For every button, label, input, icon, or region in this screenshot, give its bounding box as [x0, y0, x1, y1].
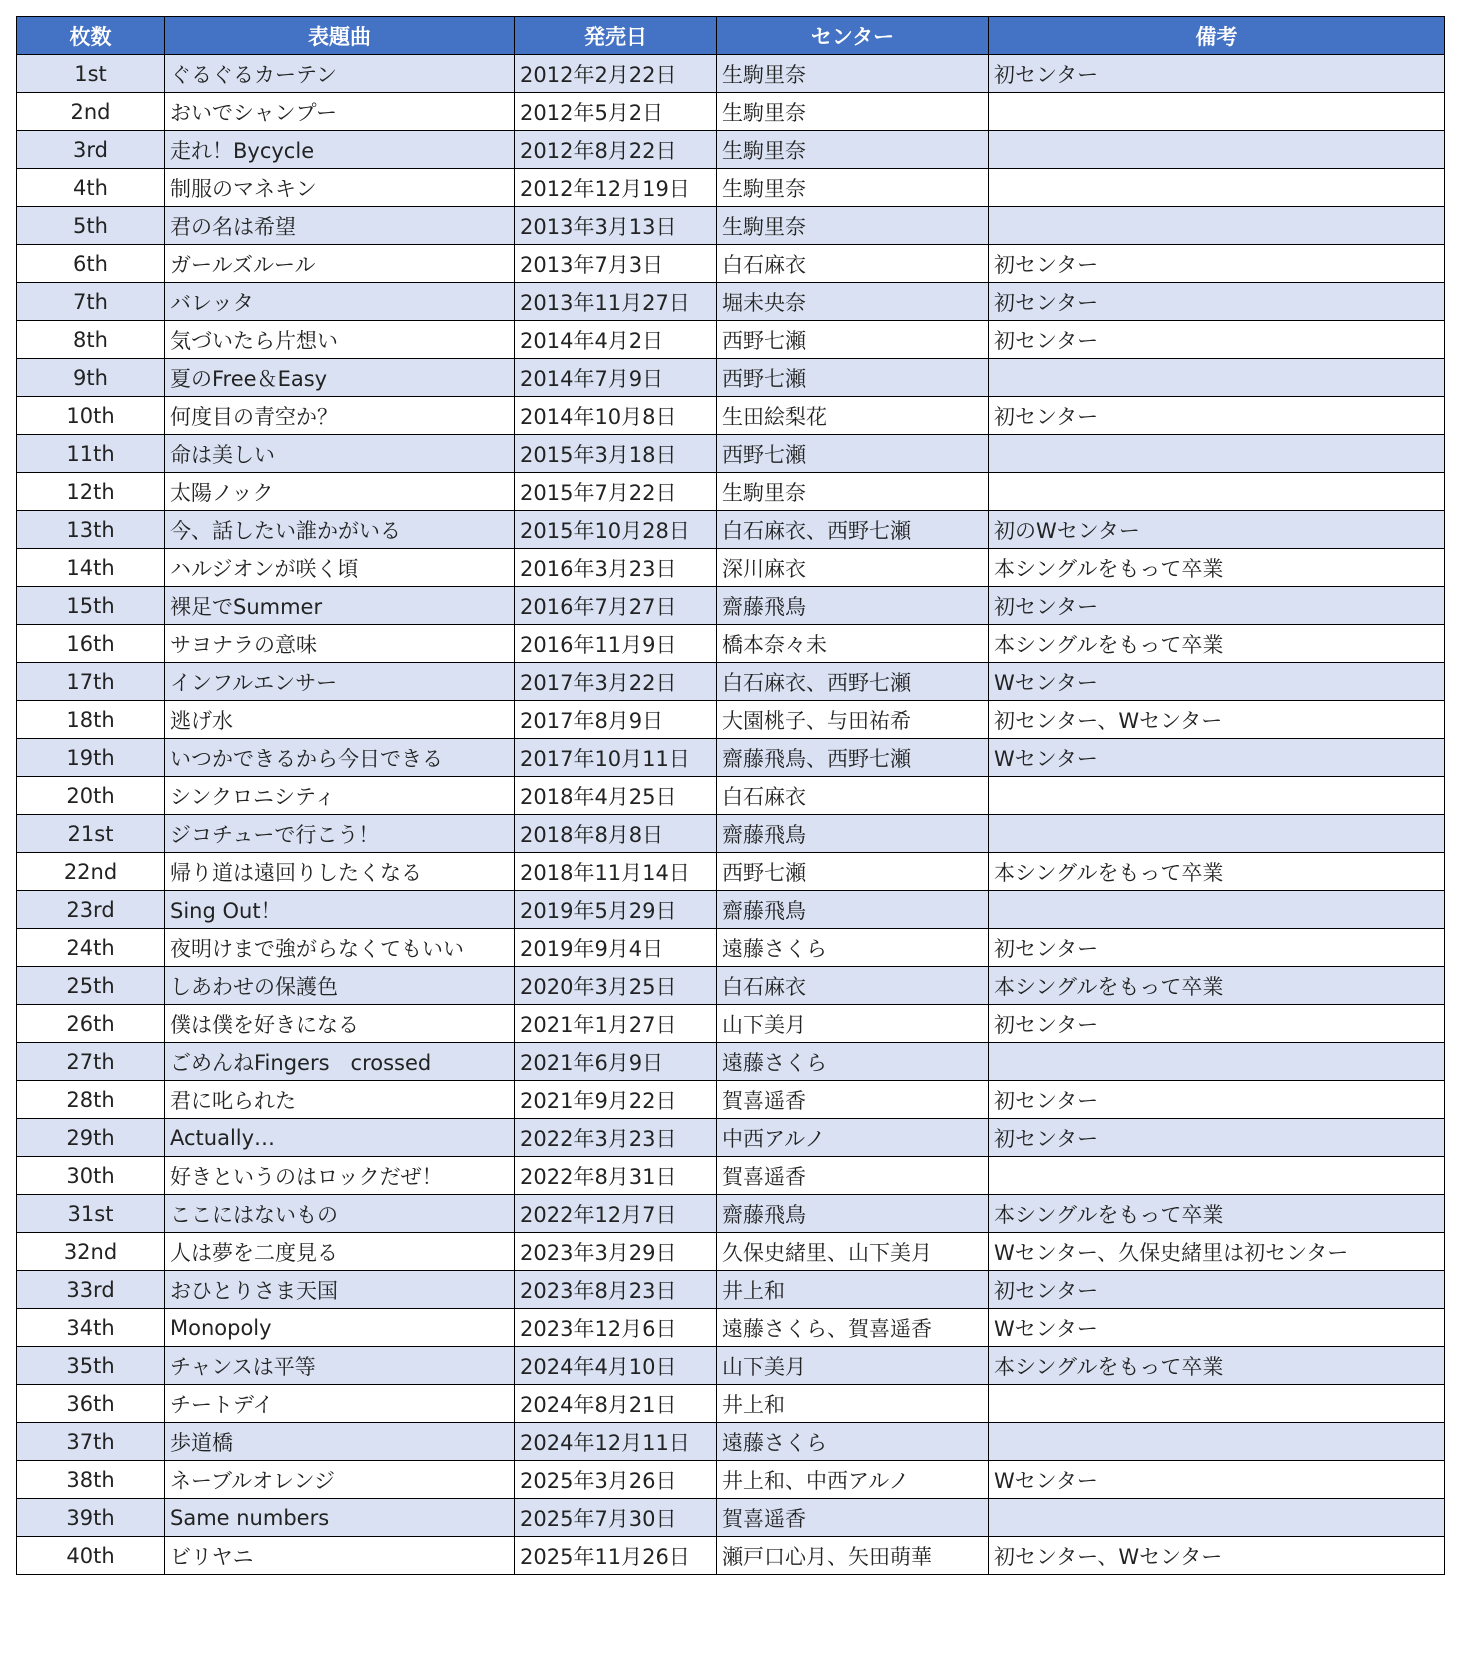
cell-release-date: 2023年12月6日 [515, 1309, 717, 1347]
cell-notes: 初センター [989, 1081, 1445, 1119]
cell-title: ごめんねFingers crossed [165, 1043, 515, 1081]
header-notes: 備考 [989, 17, 1445, 55]
cell-title: ここにはないもの [165, 1195, 515, 1233]
cell-title: 気づいたら片想い [165, 321, 515, 359]
cell-release-date: 2025年3月26日 [515, 1461, 717, 1499]
cell-title: インフルエンサー [165, 663, 515, 701]
cell-number: 33rd [17, 1271, 165, 1309]
cell-title: ネーブルオレンジ [165, 1461, 515, 1499]
cell-center: 齋藤飛鳥 [717, 1195, 989, 1233]
cell-number: 25th [17, 967, 165, 1005]
cell-number: 36th [17, 1385, 165, 1423]
table-row [17, 967, 1445, 1005]
cell-center: 西野七瀬 [717, 853, 989, 891]
cell-notes [989, 131, 1445, 169]
cell-center: 井上和 [717, 1271, 989, 1309]
table-row [17, 55, 1445, 93]
table-row [17, 549, 1445, 587]
cell-number: 21st [17, 815, 165, 853]
cell-title: 歩道橋 [165, 1423, 515, 1461]
table-row [17, 359, 1445, 397]
table-row [17, 1157, 1445, 1195]
cell-number: 32nd [17, 1233, 165, 1271]
table-row [17, 1347, 1445, 1385]
cell-notes: 初センター、Wセンター [989, 1537, 1445, 1575]
cell-number: 26th [17, 1005, 165, 1043]
table-row [17, 1005, 1445, 1043]
table-row [17, 321, 1445, 359]
cell-release-date: 2022年12月7日 [515, 1195, 717, 1233]
cell-title: 逃げ水 [165, 701, 515, 739]
cell-center: 橋本奈々未 [717, 625, 989, 663]
cell-notes [989, 1157, 1445, 1195]
cell-release-date: 2024年12月11日 [515, 1423, 717, 1461]
cell-notes: 本シングルをもって卒業 [989, 1195, 1445, 1233]
cell-title: ビリヤニ [165, 1537, 515, 1575]
cell-notes [989, 1385, 1445, 1423]
cell-release-date: 2016年7月27日 [515, 587, 717, 625]
cell-notes: 初センター、Wセンター [989, 701, 1445, 739]
cell-notes: Wセンター [989, 1309, 1445, 1347]
table-row [17, 435, 1445, 473]
header-center: センター [717, 17, 989, 55]
cell-number: 30th [17, 1157, 165, 1195]
cell-release-date: 2012年12月19日 [515, 169, 717, 207]
cell-number: 18th [17, 701, 165, 739]
table-row [17, 663, 1445, 701]
cell-release-date: 2021年1月27日 [515, 1005, 717, 1043]
header-release-date: 発売日 [515, 17, 717, 55]
cell-title: シンクロニシティ [165, 777, 515, 815]
cell-number: 37th [17, 1423, 165, 1461]
cell-number: 22nd [17, 853, 165, 891]
cell-title: ハルジオンが咲く頃 [165, 549, 515, 587]
cell-release-date: 2018年11月14日 [515, 853, 717, 891]
cell-release-date: 2017年8月9日 [515, 701, 717, 739]
cell-center: 生駒里奈 [717, 473, 989, 511]
cell-center: 齋藤飛鳥 [717, 815, 989, 853]
cell-release-date: 2015年3月18日 [515, 435, 717, 473]
table-row [17, 739, 1445, 777]
cell-number: 3rd [17, 131, 165, 169]
cell-notes: Wセンター [989, 663, 1445, 701]
cell-center: 久保史緒里、山下美月 [717, 1233, 989, 1271]
cell-notes [989, 777, 1445, 815]
cell-release-date: 2016年3月23日 [515, 549, 717, 587]
cell-number: 13th [17, 511, 165, 549]
cell-title: 制服のマネキン [165, 169, 515, 207]
cell-release-date: 2023年8月23日 [515, 1271, 717, 1309]
cell-title: ジコチューで行こう！ [165, 815, 515, 853]
cell-release-date: 2013年3月13日 [515, 207, 717, 245]
cell-number: 10th [17, 397, 165, 435]
cell-number: 7th [17, 283, 165, 321]
cell-number: 23rd [17, 891, 165, 929]
cell-title: 君に叱られた [165, 1081, 515, 1119]
cell-number: 6th [17, 245, 165, 283]
cell-title: Actually… [165, 1119, 515, 1157]
cell-number: 15th [17, 587, 165, 625]
cell-notes: 本シングルをもって卒業 [989, 967, 1445, 1005]
cell-release-date: 2022年3月23日 [515, 1119, 717, 1157]
cell-title: 君の名は希望 [165, 207, 515, 245]
cell-title: 夜明けまで強がらなくてもいい [165, 929, 515, 967]
cell-number: 16th [17, 625, 165, 663]
cell-number: 14th [17, 549, 165, 587]
cell-title: 走れ！Bycycle [165, 131, 515, 169]
cell-center: 西野七瀬 [717, 435, 989, 473]
cell-notes [989, 1423, 1445, 1461]
table-row [17, 397, 1445, 435]
cell-notes [989, 435, 1445, 473]
cell-title: 僕は僕を好きになる [165, 1005, 515, 1043]
cell-number: 39th [17, 1499, 165, 1537]
cell-notes: 初センター [989, 587, 1445, 625]
cell-notes [989, 1043, 1445, 1081]
cell-center: 生駒里奈 [717, 207, 989, 245]
singles-table [16, 16, 1445, 1575]
cell-title: 何度目の青空か？ [165, 397, 515, 435]
header-title: 表題曲 [165, 17, 515, 55]
cell-notes: Wセンター、久保史緒里は初センター [989, 1233, 1445, 1271]
table-row [17, 245, 1445, 283]
cell-release-date: 2021年6月9日 [515, 1043, 717, 1081]
cell-title: おいでシャンプー [165, 93, 515, 131]
cell-notes: 初センター [989, 283, 1445, 321]
cell-notes: 初センター [989, 321, 1445, 359]
cell-notes: 初センター [989, 397, 1445, 435]
cell-number: 40th [17, 1537, 165, 1575]
cell-center: 生駒里奈 [717, 131, 989, 169]
cell-number: 2nd [17, 93, 165, 131]
cell-center: 西野七瀬 [717, 359, 989, 397]
cell-title: チートデイ [165, 1385, 515, 1423]
cell-number: 11th [17, 435, 165, 473]
table-row [17, 853, 1445, 891]
table-row [17, 1081, 1445, 1119]
table-row [17, 1385, 1445, 1423]
cell-center: 遠藤さくら [717, 1043, 989, 1081]
cell-number: 9th [17, 359, 165, 397]
cell-release-date: 2025年7月30日 [515, 1499, 717, 1537]
cell-release-date: 2014年7月9日 [515, 359, 717, 397]
cell-release-date: 2015年7月22日 [515, 473, 717, 511]
cell-number: 31st [17, 1195, 165, 1233]
cell-title: ガールズルール [165, 245, 515, 283]
cell-center: 中西アルノ [717, 1119, 989, 1157]
cell-center: 瀬戸口心月、矢田萌華 [717, 1537, 989, 1575]
cell-center: 生駒里奈 [717, 93, 989, 131]
cell-notes: 初センター [989, 1119, 1445, 1157]
cell-title: ぐるぐるカーテン [165, 55, 515, 93]
cell-center: 齋藤飛鳥 [717, 587, 989, 625]
table-row [17, 131, 1445, 169]
cell-notes [989, 473, 1445, 511]
cell-title: 今、話したい誰かがいる [165, 511, 515, 549]
cell-notes [989, 93, 1445, 131]
cell-release-date: 2020年3月25日 [515, 967, 717, 1005]
cell-number: 8th [17, 321, 165, 359]
singles-table-container [16, 16, 1444, 1575]
cell-center: 堀未央奈 [717, 283, 989, 321]
table-body [17, 55, 1445, 1575]
cell-notes: 初センター [989, 1005, 1445, 1043]
table-row [17, 1499, 1445, 1537]
cell-number: 34th [17, 1309, 165, 1347]
cell-center: 白石麻衣 [717, 245, 989, 283]
table-row [17, 1271, 1445, 1309]
table-row [17, 1233, 1445, 1271]
cell-number: 24th [17, 929, 165, 967]
cell-title: Same numbers [165, 1499, 515, 1537]
cell-center: 白石麻衣、西野七瀬 [717, 663, 989, 701]
table-row [17, 511, 1445, 549]
cell-title: 夏のFree＆Easy [165, 359, 515, 397]
cell-center: 山下美月 [717, 1347, 989, 1385]
cell-center: 生駒里奈 [717, 169, 989, 207]
cell-title: 好きというのはロックだぜ！ [165, 1157, 515, 1195]
cell-center: 西野七瀬 [717, 321, 989, 359]
table-row [17, 1461, 1445, 1499]
cell-notes: Wセンター [989, 1461, 1445, 1499]
cell-release-date: 2017年3月22日 [515, 663, 717, 701]
cell-center: 白石麻衣 [717, 967, 989, 1005]
cell-notes: 初センター [989, 1271, 1445, 1309]
table-row [17, 701, 1445, 739]
cell-release-date: 2016年11月9日 [515, 625, 717, 663]
cell-center: 深川麻衣 [717, 549, 989, 587]
cell-title: Sing Out！ [165, 891, 515, 929]
cell-title: 人は夢を二度見る [165, 1233, 515, 1271]
cell-title: バレッタ [165, 283, 515, 321]
header-number: 枚数 [17, 17, 165, 55]
table-row [17, 283, 1445, 321]
cell-center: 山下美月 [717, 1005, 989, 1043]
cell-notes: Wセンター [989, 739, 1445, 777]
cell-number: 17th [17, 663, 165, 701]
table-row [17, 587, 1445, 625]
table-row [17, 1423, 1445, 1461]
cell-release-date: 2024年8月21日 [515, 1385, 717, 1423]
table-row [17, 473, 1445, 511]
cell-number: 38th [17, 1461, 165, 1499]
cell-notes [989, 815, 1445, 853]
cell-center: 遠藤さくら [717, 1423, 989, 1461]
cell-release-date: 2019年9月4日 [515, 929, 717, 967]
cell-release-date: 2012年8月22日 [515, 131, 717, 169]
cell-title: 帰り道は遠回りしたくなる [165, 853, 515, 891]
cell-notes: 本シングルをもって卒業 [989, 549, 1445, 587]
cell-notes: 初のWセンター [989, 511, 1445, 549]
cell-center: 賀喜遥香 [717, 1499, 989, 1537]
cell-center: 白石麻衣、西野七瀬 [717, 511, 989, 549]
cell-notes [989, 891, 1445, 929]
cell-center: 賀喜遥香 [717, 1157, 989, 1195]
cell-center: 井上和、中西アルノ [717, 1461, 989, 1499]
cell-notes [989, 1499, 1445, 1537]
cell-title: 命は美しい [165, 435, 515, 473]
cell-release-date: 2022年8月31日 [515, 1157, 717, 1195]
cell-release-date: 2017年10月11日 [515, 739, 717, 777]
cell-center: 齋藤飛鳥、西野七瀬 [717, 739, 989, 777]
table-row [17, 891, 1445, 929]
cell-notes: 初センター [989, 929, 1445, 967]
cell-title: Monopoly [165, 1309, 515, 1347]
table-row [17, 815, 1445, 853]
cell-title: サヨナラの意味 [165, 625, 515, 663]
table-row [17, 625, 1445, 663]
cell-number: 5th [17, 207, 165, 245]
table-row [17, 1195, 1445, 1233]
cell-notes [989, 207, 1445, 245]
cell-release-date: 2015年10月28日 [515, 511, 717, 549]
cell-center: 齋藤飛鳥 [717, 891, 989, 929]
cell-center: 生田絵梨花 [717, 397, 989, 435]
cell-title: しあわせの保護色 [165, 967, 515, 1005]
cell-center: 遠藤さくら、賀喜遥香 [717, 1309, 989, 1347]
cell-center: 白石麻衣 [717, 777, 989, 815]
cell-notes [989, 169, 1445, 207]
cell-center: 生駒里奈 [717, 55, 989, 93]
cell-number: 28th [17, 1081, 165, 1119]
cell-title: チャンスは平等 [165, 1347, 515, 1385]
cell-release-date: 2013年7月3日 [515, 245, 717, 283]
cell-title: いつかできるから今日できる [165, 739, 515, 777]
cell-notes: 初センター [989, 55, 1445, 93]
cell-number: 12th [17, 473, 165, 511]
cell-notes: 本シングルをもって卒業 [989, 1347, 1445, 1385]
cell-release-date: 2014年10月8日 [515, 397, 717, 435]
cell-number: 4th [17, 169, 165, 207]
cell-title: 太陽ノック [165, 473, 515, 511]
cell-notes [989, 359, 1445, 397]
table-row [17, 1043, 1445, 1081]
cell-number: 19th [17, 739, 165, 777]
cell-number: 35th [17, 1347, 165, 1385]
cell-release-date: 2014年4月2日 [515, 321, 717, 359]
table-row [17, 93, 1445, 131]
cell-center: 大園桃子、与田祐希 [717, 701, 989, 739]
cell-number: 1st [17, 55, 165, 93]
table-row [17, 1309, 1445, 1347]
cell-center: 井上和 [717, 1385, 989, 1423]
cell-notes: 本シングルをもって卒業 [989, 625, 1445, 663]
cell-number: 27th [17, 1043, 165, 1081]
cell-release-date: 2019年5月29日 [515, 891, 717, 929]
cell-release-date: 2018年8月8日 [515, 815, 717, 853]
table-row [17, 929, 1445, 967]
cell-release-date: 2012年5月2日 [515, 93, 717, 131]
cell-center: 賀喜遥香 [717, 1081, 989, 1119]
cell-release-date: 2018年4月25日 [515, 777, 717, 815]
cell-release-date: 2021年9月22日 [515, 1081, 717, 1119]
cell-title: おひとりさま天国 [165, 1271, 515, 1309]
cell-number: 29th [17, 1119, 165, 1157]
cell-release-date: 2023年3月29日 [515, 1233, 717, 1271]
table-row [17, 207, 1445, 245]
cell-release-date: 2013年11月27日 [515, 283, 717, 321]
header-row [17, 17, 1445, 55]
cell-release-date: 2024年4月10日 [515, 1347, 717, 1385]
cell-center: 遠藤さくら [717, 929, 989, 967]
table-row [17, 1119, 1445, 1157]
cell-title: 裸足でSummer [165, 587, 515, 625]
cell-release-date: 2012年2月22日 [515, 55, 717, 93]
table-row [17, 777, 1445, 815]
cell-release-date: 2025年11月26日 [515, 1537, 717, 1575]
table-row [17, 1537, 1445, 1575]
table-row [17, 169, 1445, 207]
cell-notes: 初センター [989, 245, 1445, 283]
cell-notes: 本シングルをもって卒業 [989, 853, 1445, 891]
cell-number: 20th [17, 777, 165, 815]
